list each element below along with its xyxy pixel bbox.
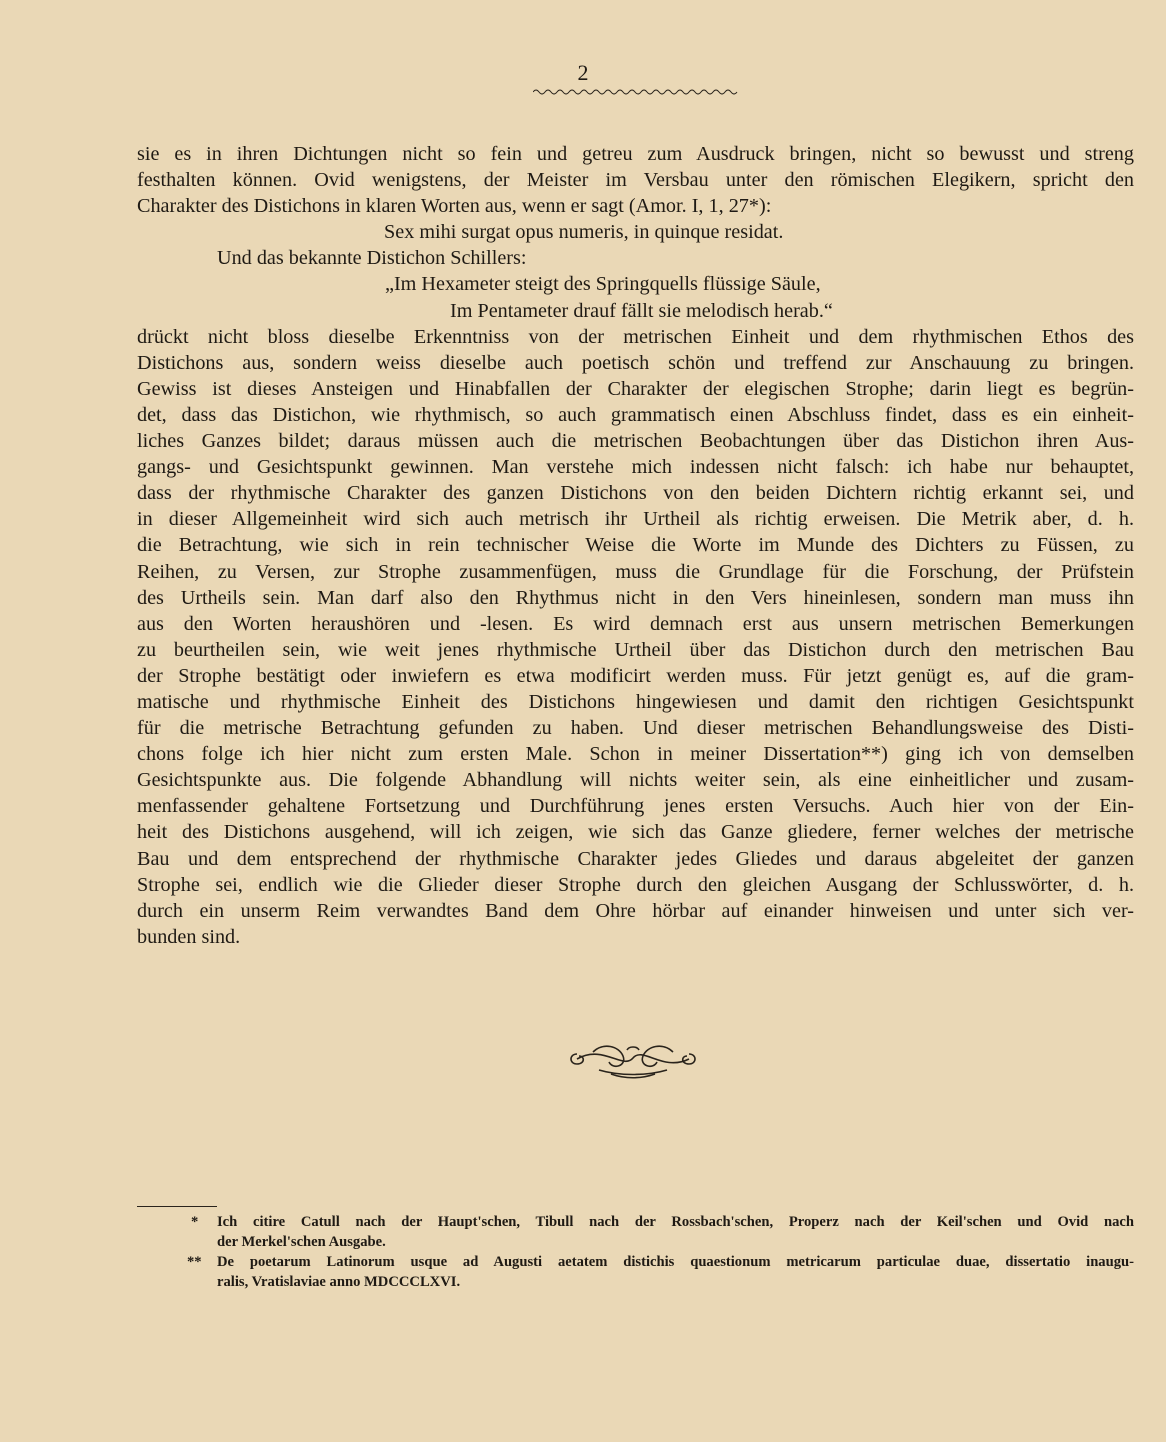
text-line: Strophe sei, endlich wie die Glieder dieser Strophe durch den gleichen Ausgang der Schlusswörter, d. h. — [137, 873, 1134, 896]
text-line: Charakter des Distichons in klaren Worten aus, wenn er sagt (Amor. I, 1, 27*): — [137, 195, 772, 218]
footnote-line: ralis, Vratislaviae anno MDCCCLXVI. — [217, 1274, 461, 1290]
footnote-divider — [137, 1206, 217, 1207]
text-line: sie es in ihren Dichtungen nicht so fein und getreu zum Ausdruck bringen, nicht so bewusst und streng — [137, 143, 1134, 165]
text-line: durch ein unserm Reim verwandtes Band dem Ohre hörbar auf einander hinweisen und unter sich ver- — [137, 899, 1134, 922]
body-text — [137, 141, 1134, 950]
text-line: Gesichtspunkte aus. Die folgende Abhandlung will nichts weiter sein, als eine einheitlicher und zusam- — [137, 769, 1134, 792]
text-line: dass der rhythmische Charakter des ganzen Distichons von den beiden Dichtern richtig erkannt sei, und — [137, 482, 1134, 505]
footnote-mark: ** — [187, 1254, 202, 1270]
text-line: Reihen, zu Versen, zur Strophe zusammenfügen, muss die Grundlage für die Forschung, der Prüfstein — [137, 560, 1134, 583]
text-line: Gewiss ist dieses Ansteigen und Hinabfallen der Charakter der elegischen Strophe; darin liegt es begrün- — [137, 377, 1134, 400]
text-line: Und das bekannte Distichon Schillers: — [217, 247, 527, 270]
footnote-line: der Merkel'schen Ausgabe. — [217, 1234, 386, 1250]
footnote-line: De poetarum Latinorum usque ad Augusti aetatem distichis quaestionum metricarum particulae duae, dissertatio inaugu- — [217, 1254, 1134, 1270]
text-line: aus den Worten heraushören und -lesen. Es wird demnach erst aus unsern metrischen Bemerkungen — [137, 612, 1134, 635]
text-line: Distichons aus, sondern weiss dieselbe auch poetisch schön und treffend zur Anschauung zu bringen. — [137, 351, 1134, 374]
text-line: chons folge ich hier nicht zum ersten Male. Schon in meiner Dissertation**) ging ich von demselben — [137, 743, 1134, 766]
text-line: in dieser Allgemeinheit wird sich auch metrisch ihr Urtheil als richtig erweisen. Die Metrik aber, d. h. — [137, 508, 1134, 531]
footnote-mark: * — [191, 1214, 199, 1230]
text-line: det, dass das Distichon, wie rhythmisch, so auch grammatisch einen Abschluss findet, dass es ein einheit- — [137, 403, 1134, 426]
footnote-line: Ich citire Catull nach der Haupt'schen, Tibull nach der Rossbach'schen, Properz nach der Keil'schen und Ovid nach — [217, 1214, 1134, 1230]
text-line: für die metrische Betrachtung gefunden zu haben. Und dieser metrischen Behandlungsweise des Disti- — [137, 717, 1134, 740]
text-line: Bau und dem entsprechend der rhythmische Charakter jedes Gliedes und daraus abgeleitet der ganzen — [137, 847, 1134, 870]
text-line: bunden sind. — [137, 925, 241, 948]
verse-line: „Im Hexameter steigt des Springquells flüssige Säule, — [385, 273, 821, 296]
text-line: menfassender gehaltene Fortsetzung und Durchführung jenes ersten Versuchs. Auch hier von der Ein- — [137, 795, 1134, 818]
verse-line: Im Pentameter drauf fällt sie melodisch herab.“ — [450, 299, 833, 322]
text-line: heit des Distichons ausgehend, will ich zeigen, wie sich das Ganze gliedere, ferner welches der metrische — [137, 821, 1134, 844]
footnote-1 — [137, 1212, 1134, 1252]
text-line: matische und rhythmische Einheit des Distichons hingewiesen und damit den richtigen Gesichtspunkt — [137, 690, 1134, 713]
text-line: zu beurtheilen sein, wie weit jenes rhythmische Urtheil über das Distichon durch den metrischen Bau — [137, 638, 1134, 661]
text-line: der Strophe bestätigt oder inwiefern es etwa modificirt werden muss. Für jetzt genügt es, auf die gram- — [137, 664, 1134, 687]
text-line: festhalten können. Ovid wenigstens, der Meister im Versbau unter den römischen Elegikern, spricht den — [137, 169, 1134, 192]
text-line: des Urtheils sein. Man darf also den Rhythmus nicht in den Vers hineinlesen, sondern man muss ihn — [137, 586, 1134, 609]
footnotes — [137, 1212, 1134, 1292]
footnote-2 — [137, 1252, 1134, 1292]
wavy-rule-icon — [533, 86, 739, 96]
text-line: liches Ganzes bildet; daraus müssen auch die metrischen Beobachtungen über das Distichon ihren Aus- — [137, 430, 1134, 453]
scroll-ornament-icon — [563, 1036, 703, 1080]
text-line: gangs- und Gesichtspunkt gewinnen. Man verstehe mich indessen nicht falsch: ich habe nur behauptet, — [137, 456, 1134, 479]
page-number: 2 — [577, 60, 589, 85]
text-line: die Betrachtung, wie sich in rein technischer Weise die Worte im Munde des Dichters zu Füssen, zu — [137, 534, 1134, 557]
text-line: drückt nicht bloss dieselbe Erkenntniss von der metrischen Einheit und dem rhythmischen Ethos des — [137, 325, 1134, 348]
verse-line: Sex mihi surgat opus numeris, in quinque residat. — [384, 221, 784, 244]
